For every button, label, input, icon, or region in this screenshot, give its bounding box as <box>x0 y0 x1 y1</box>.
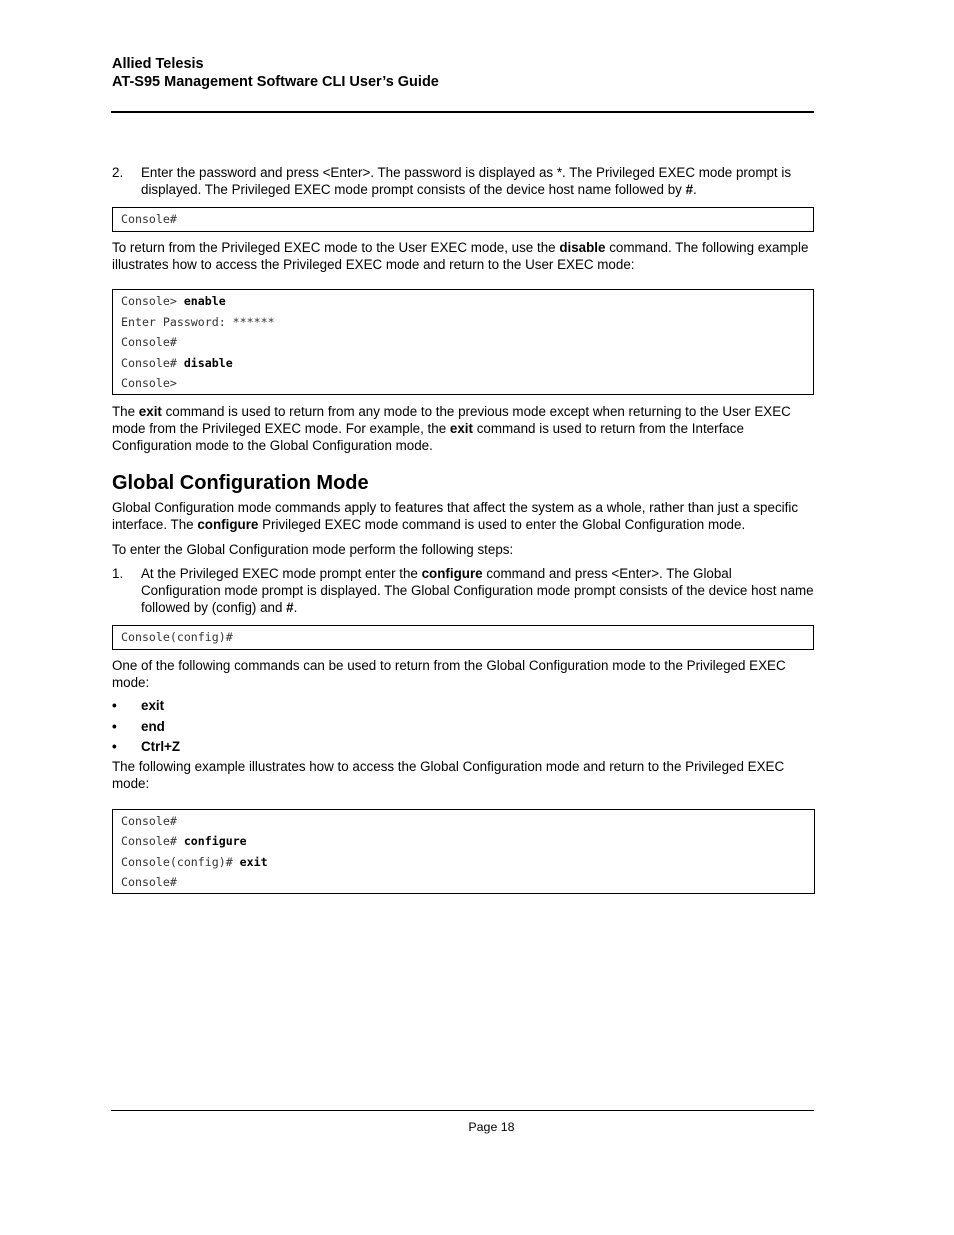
page-number: Page 18 <box>468 1120 515 1134</box>
header-divider <box>111 111 814 113</box>
guide-title: AT-S95 Management Software CLI User’s Guide <box>112 74 439 90</box>
command-bullet-list <box>112 696 814 758</box>
code-line: Console(config)# exit <box>121 854 268 869</box>
code-line: Console# disable <box>121 355 233 370</box>
bullet-icon: • <box>112 698 117 713</box>
list-item: • Ctrl+Z <box>112 737 814 758</box>
bullet-icon: • <box>112 739 117 754</box>
code-block-console-prompt <box>112 207 814 232</box>
code-line: Console# <box>121 212 177 226</box>
paragraph-disable: To return from the Privileged EXEC mode to the User EXEC mode, use the disable command. The following example illustrates how to access the Privileged EXEC mode and return to the User EXEC mode: <box>112 240 809 272</box>
code-line: Enter Password: ****** <box>121 314 275 329</box>
numbered-step-1 <box>112 565 814 616</box>
page-header <box>112 55 439 91</box>
numbered-step-2 <box>112 164 814 198</box>
code-line: Console(config)# <box>121 630 233 644</box>
code-line: Console> <box>121 376 177 390</box>
step-text: At the Privileged EXEC mode prompt enter the configure command and press <Enter>. The Global Configuration mode prompt is displayed. The Global Configuration mode prompt consists of the device host name followed by (config) and #. <box>141 566 814 615</box>
list-item: • end <box>112 717 814 738</box>
paragraph-example: The following example illustrates how to access the Global Configuration mode and return to the Privileged EXEC mode: <box>112 758 785 791</box>
code-block-configure-exit <box>112 809 815 894</box>
code-block-enable-disable <box>112 289 814 395</box>
code-line: Console# <box>121 335 177 349</box>
bullet-icon: • <box>112 718 117 734</box>
company-name: Allied Telesis <box>112 56 204 72</box>
step-number: 2. <box>112 165 124 180</box>
code-line: Console# <box>121 875 177 889</box>
code-block-config-prompt <box>112 625 814 650</box>
paragraph-exit: The exit command is used to return from any mode to the previous mode except when returning to the User EXEC mode from the Privileged EXEC mode. For example, the exit command is used to return from the Interface Configuration mode to the Global Configuration mode. <box>112 404 791 453</box>
code-line: Console> enable <box>121 294 226 308</box>
paragraph-return: One of the following commands can be used to return from the Global Configuration mode to the Privileged EXEC mode: <box>112 658 786 690</box>
code-line: Console# configure <box>121 834 247 848</box>
footer-divider <box>111 1110 814 1111</box>
code-line: Console# <box>121 813 177 828</box>
section-heading: Global Configuration Mode <box>112 472 369 494</box>
list-item: • exit <box>112 696 814 717</box>
step-number: 1. <box>112 566 124 581</box>
step-text: Enter the password and press <Enter>. The password is displayed as *. The Privileged EXEC mode prompt is displayed. The Privileged EXEC mode prompt consists of the device host name followed by #. <box>141 165 792 197</box>
section-intro: Global Configuration mode commands apply to features that affect the system as a whole, rather than just a specific interface. The configure Privileged EXEC mode command is used to enter the Global Configuration mode. <box>112 500 799 532</box>
page-body <box>112 164 814 894</box>
steps-intro: To enter the Global Configuration mode perform the following steps: <box>112 542 514 557</box>
